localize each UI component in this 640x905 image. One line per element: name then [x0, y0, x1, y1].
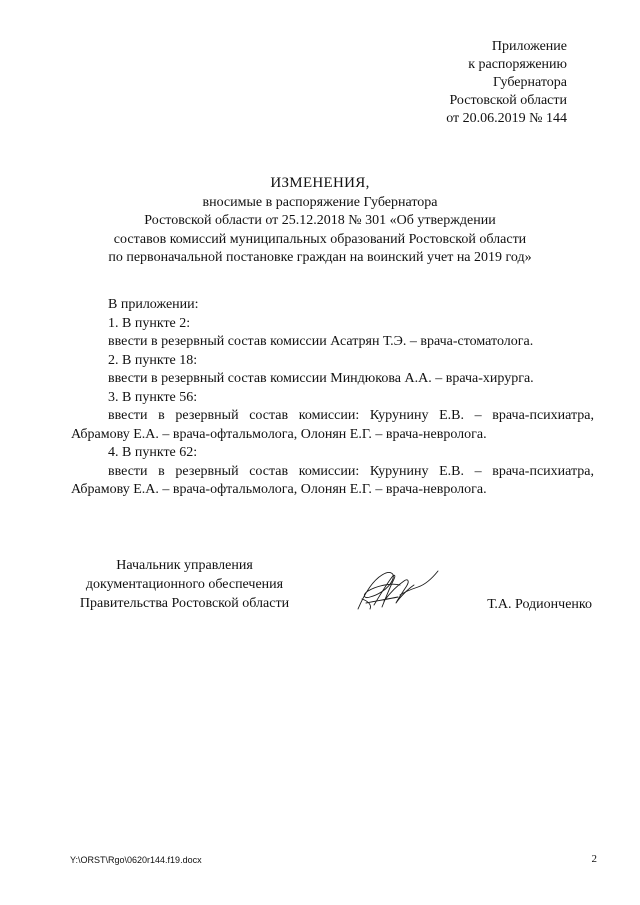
annex-line: к распоряжению — [468, 57, 567, 72]
item-text: ввести в резервный состав комиссии: Курунину Е.В. – врача-психиатра, Абрамову Е.А. – врача-офтальмолога, Олонян Е.Г. – врача-невролога. — [71, 463, 594, 497]
title-line: составов комиссий муниципальных образований Ростовской области — [113, 231, 527, 247]
signatory-position — [66, 556, 303, 613]
signatory-name: Т.А. Родионченко — [487, 597, 592, 612]
annex-line: от 20.06.2019 № 144 — [446, 111, 567, 126]
annex-line: Губернатора — [492, 75, 567, 90]
title-line: Ростовской области от 25.12.2018 № 301 «Об утверждении — [144, 213, 496, 228]
title-line: по первоначальной постановке граждан на воинский учет на 2019 год» — [108, 250, 532, 265]
position-line: документационного обеспечения — [85, 577, 284, 592]
position-line: Правительства Ростовской области — [79, 596, 290, 611]
page-number: 2 — [591, 853, 597, 865]
item-text: ввести в резервный состав комиссии: Курунину Е.В. – врача-психиатра, Абрамову Е.А. – врача-офтальмолога, Олонян Е.Г. – врача-невролога. — [71, 408, 594, 442]
item-point: 2. В пункте 18: — [108, 352, 198, 368]
body-intro: В приложении: — [108, 297, 199, 312]
handwritten-signature — [352, 565, 444, 615]
position-line: Начальник управления — [116, 558, 253, 573]
annex-line: Приложение — [491, 39, 567, 54]
item-point: 4. В пункте 62: — [108, 445, 198, 460]
title-heading: ИЗМЕНЕНИЯ, — [270, 175, 370, 191]
item-point: 3. В пункте 56: — [108, 389, 198, 405]
annex-header — [446, 38, 567, 128]
item-text: ввести в резервный состав комиссии Миндюкова А.А. – врача-хирурга. — [108, 371, 534, 386]
footer-file-path: Y:\ORST\Rgo\0620r144.f19.docx — [70, 855, 202, 865]
document-body — [71, 296, 594, 500]
item-text: ввести в резервный состав комиссии Асатрян Т.Э. – врача-стоматолога. — [108, 334, 534, 349]
document-title — [0, 174, 640, 268]
annex-line: Ростовской области — [449, 93, 567, 108]
title-line: вносимые в распоряжение Губернатора — [202, 194, 438, 210]
item-point: 1. В пункте 2: — [108, 315, 191, 331]
